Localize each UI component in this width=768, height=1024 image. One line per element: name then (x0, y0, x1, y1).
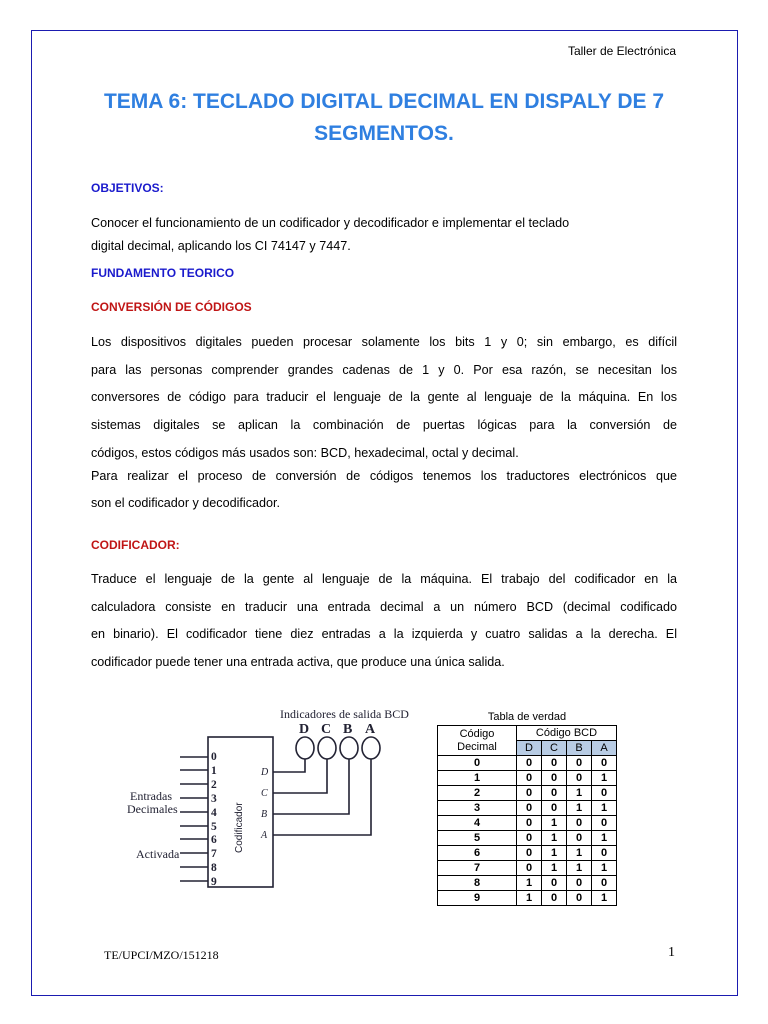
wire-c (273, 759, 327, 793)
bit-cell: 1 (592, 891, 617, 906)
output-label-c: C (261, 788, 268, 799)
bit-cell: 0 (592, 846, 617, 861)
title-line-2: SEGMENTOS. (314, 122, 454, 145)
bit-cell: 0 (567, 756, 592, 771)
bit-cell: 0 (517, 756, 542, 771)
table-row (438, 861, 617, 876)
bit-cell: 1 (592, 801, 617, 816)
bit-cell: 1 (592, 861, 617, 876)
bit-cell: 1 (567, 861, 592, 876)
footer-code: TE/UPCI/MZO/151218 (104, 948, 219, 962)
truth-table (437, 725, 617, 906)
indicator-lamp-d (296, 737, 314, 759)
table-header-row (438, 726, 617, 741)
decimal-header-line: Código (459, 727, 495, 740)
paragraph-line: Para realizar el proceso de conversión de códigos tenemos los traductores electrónicos que (91, 469, 677, 484)
bit-cell: 0 (567, 771, 592, 786)
bit-cell: 1 (567, 801, 592, 816)
diagram-top-label: Indicadores de salida BCD (280, 707, 409, 721)
bit-header-c: C (542, 741, 567, 756)
truth-table-body (438, 756, 617, 906)
decimal-cell: 6 (438, 846, 517, 861)
input-label: 1 (211, 765, 217, 777)
bit-cell: 0 (542, 786, 567, 801)
table-row (438, 801, 617, 816)
bit-cell: 1 (542, 816, 567, 831)
input-label: 4 (211, 807, 217, 819)
bit-cell: 0 (567, 876, 592, 891)
bit-cell: 0 (542, 756, 567, 771)
objetivos-line: digital decimal, aplicando los CI 74147 y 7447. (91, 239, 351, 253)
bit-cell: 0 (567, 891, 592, 906)
table-row (438, 786, 617, 801)
indicator-lamp-a (362, 737, 380, 759)
output-label-d: D (261, 767, 269, 778)
input-label: 5 (211, 821, 217, 833)
bit-cell: 1 (542, 831, 567, 846)
inputs-label-2: Decimales (127, 802, 178, 816)
bit-cell: 1 (542, 861, 567, 876)
bit-cell: 0 (542, 771, 567, 786)
header-title: Taller de Electrónica (567, 44, 676, 58)
codificador-text (91, 566, 677, 676)
codificador-heading: CODIFICADOR: (91, 538, 180, 552)
encoder-box-label: Codificador (234, 802, 245, 853)
decimal-header (438, 726, 517, 756)
conversion-text (91, 329, 677, 517)
table-row (438, 831, 617, 846)
bit-cell: 0 (517, 846, 542, 861)
input-label: 9 (211, 876, 217, 888)
decimal-cell: 1 (438, 771, 517, 786)
encoder-diagram (120, 705, 410, 905)
table-row (438, 846, 617, 861)
bit-cell: 1 (517, 876, 542, 891)
table-row (438, 756, 617, 771)
indicator-label-a: A (365, 722, 376, 737)
paragraph-line: sistemas digitales se aplican la combinación de puertas lógicas para la conversión de (91, 417, 677, 432)
decimal-cell: 5 (438, 831, 517, 846)
table-row (438, 891, 617, 906)
decimal-cell: 4 (438, 816, 517, 831)
decimal-cell: 2 (438, 786, 517, 801)
paragraph-line: son el codificador y decodificador. (91, 496, 281, 511)
paragraph-line: en binario). El codificador tiene diez entradas a la izquierda y cuatro salidas a la derecha. El (91, 627, 677, 642)
bit-cell: 0 (517, 801, 542, 816)
input-label: 3 (211, 793, 217, 805)
decimal-cell: 7 (438, 861, 517, 876)
paragraph-line: calculadora consiste en traducir una entrada decimal a un número BCD (decimal codificado (91, 599, 677, 614)
output-label-b: B (261, 809, 268, 820)
title-line-1: TEMA 6: TECLADO DIGITAL DECIMAL EN DISPALY DE 7 (103, 90, 665, 113)
decimal-cell: 8 (438, 876, 517, 891)
indicator-lamp-b (340, 737, 358, 759)
bit-cell: 0 (567, 816, 592, 831)
bit-cell: 0 (517, 861, 542, 876)
bit-cell: 1 (542, 846, 567, 861)
input-label: 2 (211, 779, 217, 791)
active-label: Activada (136, 847, 180, 861)
conversion-heading: CONVERSIÓN DE CÓDIGOS (91, 300, 252, 314)
paragraph-line: para las personas comprender grandes cadenas de 1 y 0. Por esa razón, se necesitan los (91, 362, 677, 377)
decimal-cell: 9 (438, 891, 517, 906)
bit-cell: 0 (542, 891, 567, 906)
bit-cell: 0 (517, 771, 542, 786)
bit-cell: 0 (542, 801, 567, 816)
decimal-cell: 0 (438, 756, 517, 771)
bit-cell: 0 (542, 876, 567, 891)
decimal-header-line: Decimal (457, 740, 497, 753)
table-row (438, 771, 617, 786)
bit-cell: 0 (517, 786, 542, 801)
paragraph-line: conversores de código para traducir el lenguaje de la gente al lenguaje de la máquina. En los (91, 390, 677, 405)
indicator-lamp-c (318, 737, 336, 759)
bit-cell: 0 (592, 786, 617, 801)
document-title (70, 86, 698, 150)
fundamento-heading: FUNDAMENTO TEORICO (91, 266, 235, 280)
bcd-group-header: Código BCD (517, 726, 617, 741)
page-number: 1 (668, 945, 675, 960)
bit-cell: 1 (592, 831, 617, 846)
input-label: 7 (211, 848, 217, 860)
bit-cell: 0 (592, 816, 617, 831)
indicator-label-b: B (343, 722, 353, 737)
paragraph-line: Traduce el lenguaje de la gente al lenguaje de la máquina. El trabajo del codificador en la (91, 572, 677, 586)
input-label: 6 (211, 834, 217, 846)
wire-a (273, 759, 371, 835)
bit-cell: 0 (592, 876, 617, 891)
bit-cell: 1 (592, 771, 617, 786)
paragraph-line: Los dispositivos digitales pueden procesar solamente los bits 1 y 0; sin embargo, es difícil (91, 335, 677, 349)
paragraph-line: códigos, estos códigos más usados son: BCD, hexadecimal, octal y decimal. (91, 446, 519, 461)
bit-cell: 1 (517, 891, 542, 906)
bit-cell: 1 (567, 846, 592, 861)
bit-cell: 0 (592, 756, 617, 771)
truth-table-caption: Tabla de verdad (487, 711, 567, 723)
decimal-cell: 3 (438, 801, 517, 816)
bit-cell: 0 (567, 831, 592, 846)
inputs-label-1: Entradas (130, 789, 172, 803)
input-label: 0 (211, 751, 217, 763)
objetivos-heading: OBJETIVOS: (91, 181, 164, 195)
input-label: 8 (211, 862, 217, 874)
bit-header-d: D (517, 741, 542, 756)
bit-cell: 0 (517, 831, 542, 846)
bit-cell: 1 (567, 786, 592, 801)
wire-d (273, 759, 305, 772)
objetivos-line: Conocer el funcionamiento de un codificador y decodificador e implementar el teclado (91, 216, 570, 230)
table-row (438, 816, 617, 831)
objetivos-text (91, 212, 677, 258)
bit-header-a: A (592, 741, 617, 756)
wire-b (273, 759, 349, 814)
table-row (438, 876, 617, 891)
indicator-label-d: D (299, 722, 310, 737)
bit-cell: 0 (517, 816, 542, 831)
indicator-label-c: C (321, 722, 332, 737)
bit-header-b: B (567, 741, 592, 756)
paragraph-line: codificador puede tener una entrada activa, que produce una única salida. (91, 654, 505, 669)
output-label-a: A (261, 830, 268, 841)
